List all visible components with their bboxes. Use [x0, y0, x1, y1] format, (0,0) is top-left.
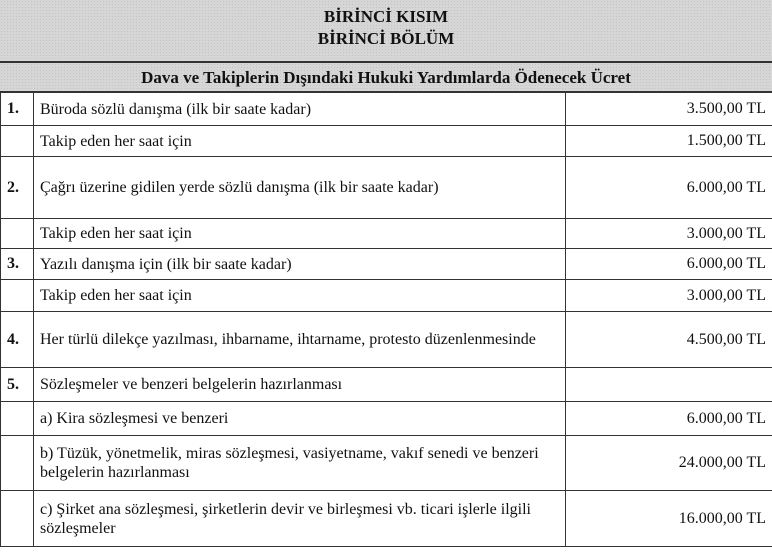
- item-description: Takip eden her saat için: [34, 219, 566, 249]
- table-row: [1, 491, 772, 547]
- table-row: [1, 157, 772, 219]
- item-amount: [566, 368, 772, 402]
- item-number: 3.: [1, 249, 34, 280]
- item-number: 2.: [1, 157, 34, 219]
- item-description: Çağrı üzerine gidilen yerde sözlü danışma (ilk bir saate kadar): [34, 157, 566, 219]
- item-description: b) Tüzük, yönetmelik, miras sözleşmesi, vasiyetname, vakıf senedi ve benzeri belgelerin hazırlanması: [34, 436, 566, 491]
- item-number: [1, 280, 34, 312]
- item-description: Takip eden her saat için: [34, 126, 566, 157]
- item-description: c) Şirket ana sözleşmesi, şirketlerin devir ve birleşmesi vb. ticari işlerle ilgili sözleşmeler: [34, 491, 566, 547]
- table-row: [1, 402, 772, 436]
- table-row: [1, 312, 772, 368]
- item-amount: 16.000,00 TL: [566, 491, 772, 547]
- subtitle-header: [0, 62, 772, 92]
- table-row: [1, 368, 772, 402]
- title-header: [0, 0, 772, 62]
- item-amount: 6.000,00 TL: [566, 249, 772, 280]
- item-number: 5.: [1, 368, 34, 402]
- table-row: [1, 126, 772, 157]
- item-description: a) Kira sözleşmesi ve benzeri: [34, 402, 566, 436]
- item-amount: 24.000,00 TL: [566, 436, 772, 491]
- table-subtitle: Dava ve Takiplerin Dışındaki Hukuki Yardımlarda Ödenecek Ücret: [141, 68, 631, 87]
- table-row: [1, 280, 772, 312]
- item-number: 1.: [1, 93, 34, 126]
- item-description: Takip eden her saat için: [34, 280, 566, 312]
- fee-table: [0, 92, 772, 547]
- table-row: [1, 436, 772, 491]
- item-amount: 1.500,00 TL: [566, 126, 772, 157]
- item-amount: 3.000,00 TL: [566, 219, 772, 249]
- item-number: [1, 126, 34, 157]
- item-number: [1, 436, 34, 491]
- part-title: BİRİNCİ KISIM: [323, 7, 449, 26]
- item-amount: 3.000,00 TL: [566, 280, 772, 312]
- item-number: 4.: [1, 312, 34, 368]
- item-description: Büroda sözlü danışma (ilk bir saate kadar): [34, 93, 566, 126]
- table-row: [1, 249, 772, 280]
- item-number: [1, 219, 34, 249]
- table-row: [1, 219, 772, 249]
- item-amount: 6.000,00 TL: [566, 157, 772, 219]
- item-description: Sözleşmeler ve benzeri belgelerin hazırlanması: [34, 368, 566, 402]
- item-number: [1, 491, 34, 547]
- item-amount: 4.500,00 TL: [566, 312, 772, 368]
- item-amount: 6.000,00 TL: [566, 402, 772, 436]
- section-title: BİRİNCİ BÖLÜM: [317, 29, 455, 48]
- item-amount: 3.500,00 TL: [566, 93, 772, 126]
- table-row: [1, 93, 772, 126]
- item-description: Her türlü dilekçe yazılması, ihbarname, ihtarname, protesto düzenlenmesinde: [34, 312, 566, 368]
- item-description: Yazılı danışma için (ilk bir saate kadar): [34, 249, 566, 280]
- item-number: [1, 402, 34, 436]
